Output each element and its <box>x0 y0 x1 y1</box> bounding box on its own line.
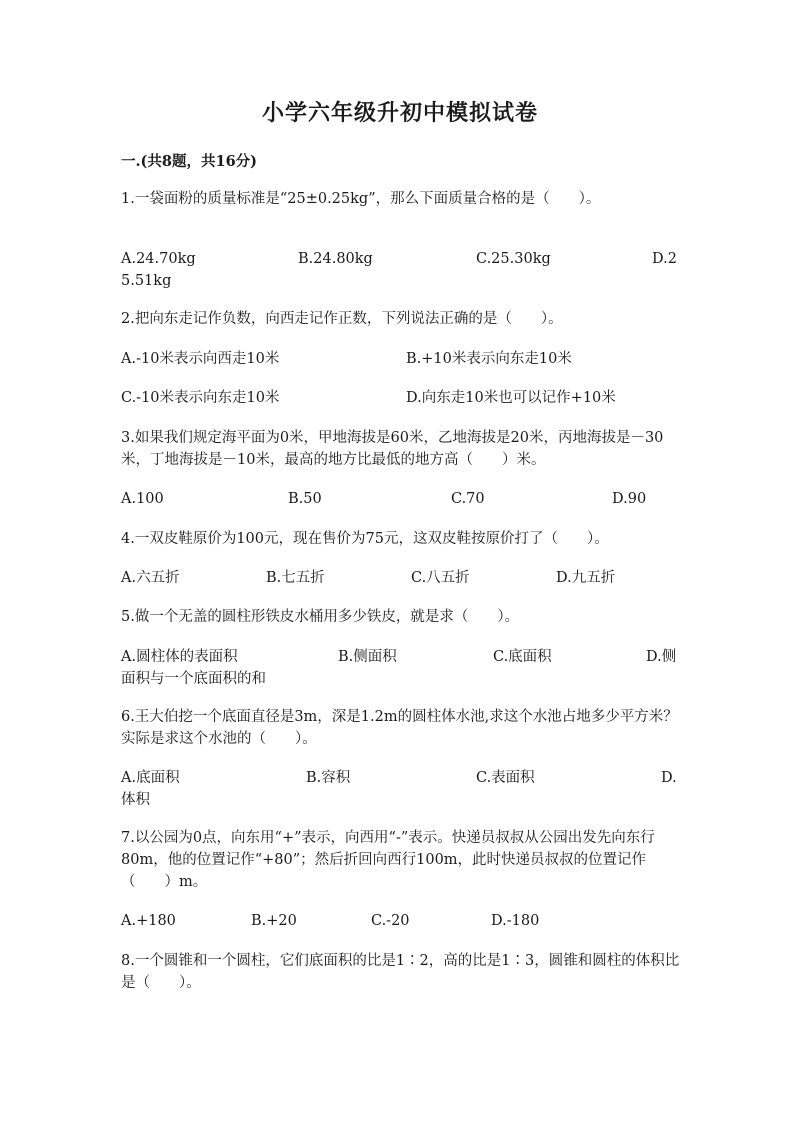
question-5-option-d-continued: 面积与一个底面积的和 <box>121 671 266 687</box>
question-3-stem: 3.如果我们规定海平面为0米，甲地海拔是60米，乙地海拔是20米，丙地海拔是－30米，丁地海拔是－10米，最高的地方比最低的地方高（ ）米。 <box>121 430 664 468</box>
question-6-stem: 6.王大伯挖一个底面直径是3m，深是1.2m的圆柱体水池,求这个水池占地多少平方米？实际是求这个水池的（ ）。 <box>121 709 678 747</box>
question-5-stem: 5.做一个无盖的圆柱形铁皮水桶用多少铁皮，就是求（ ）。 <box>121 609 520 625</box>
question-2-option-d[interactable]: D.向东走10米也可以记作+10米 <box>406 390 616 406</box>
page-title: 小学六年级升初中模拟试卷 <box>261 100 538 126</box>
question-7-option-c[interactable]: C.-20 <box>371 913 410 929</box>
question-1-option-d[interactable]: D.2 <box>652 251 677 267</box>
question-5-option-b[interactable]: B.侧面积 <box>338 649 397 665</box>
question-5-option-a[interactable]: A.圆柱体的表面积 <box>121 649 238 665</box>
question-4-stem: 4.一双皮鞋原价为100元，现在售价为75元，这双皮鞋按原价打了（ ）。 <box>121 531 609 547</box>
question-5-option-c[interactable]: C.底面积 <box>493 649 552 665</box>
question-2-option-b[interactable]: B.+10米表示向东走10米 <box>406 351 572 367</box>
question-3-option-a[interactable]: A.100 <box>121 491 164 507</box>
question-7-stem: 7.以公园为0点，向东用“+”表示，向西用“-”表示。快递员叔叔从公园出发先向东行80m，他的位置记作“+80”；然后折回向西行100m，此时快递员叔叔的位置记作（ ）m。 <box>121 830 655 890</box>
question-3-option-d[interactable]: D.90 <box>612 491 647 507</box>
question-6-option-d-continued: 体积 <box>121 792 150 808</box>
question-6-option-a[interactable]: A.底面积 <box>121 770 180 786</box>
question-1-option-c[interactable]: C.25.30kg <box>476 251 551 267</box>
question-2-stem: 2.把向东走记作负数，向西走记作正数，下列说法正确的是（ ）。 <box>121 311 563 327</box>
question-3-option-b[interactable]: B.50 <box>288 491 322 507</box>
question-4-option-d[interactable]: D.九五折 <box>556 570 616 586</box>
question-7-option-d[interactable]: D.-180 <box>491 913 540 929</box>
section-heading: 一.(共8题，共16分) <box>121 153 258 170</box>
question-1-option-b[interactable]: B.24.80kg <box>298 251 373 267</box>
question-2-option-c[interactable]: C.-10米表示向东走10米 <box>121 390 280 406</box>
question-1-option-d-continued: 5.51kg <box>121 273 172 289</box>
question-4-option-a[interactable]: A.六五折 <box>121 570 180 586</box>
question-7-option-b[interactable]: B.+20 <box>251 913 297 929</box>
question-3-option-c[interactable]: C.70 <box>451 491 485 507</box>
question-1-option-a[interactable]: A.24.70kg <box>121 251 196 267</box>
question-6-option-c[interactable]: C.表面积 <box>476 770 535 786</box>
question-1-stem: 1.一袋面粉的质量标准是“25±0.25kg”，那么下面质量合格的是（ ）。 <box>121 191 601 207</box>
question-5-option-d[interactable]: D.侧 <box>646 649 677 665</box>
question-2-option-a[interactable]: A.-10米表示向西走10米 <box>121 351 280 367</box>
question-6-option-b[interactable]: B.容积 <box>306 770 351 786</box>
question-4-option-b[interactable]: B.七五折 <box>266 570 325 586</box>
question-6-option-d[interactable]: D. <box>661 770 677 786</box>
question-7-option-a[interactable]: A.+180 <box>121 913 176 929</box>
question-4-option-c[interactable]: C.八五折 <box>411 570 470 586</box>
question-8-stem: 8.一个圆锥和一个圆柱，它们底面积的比是1∶2，高的比是1∶3，圆锥和圆柱的体积比是（ ）。 <box>121 953 680 991</box>
